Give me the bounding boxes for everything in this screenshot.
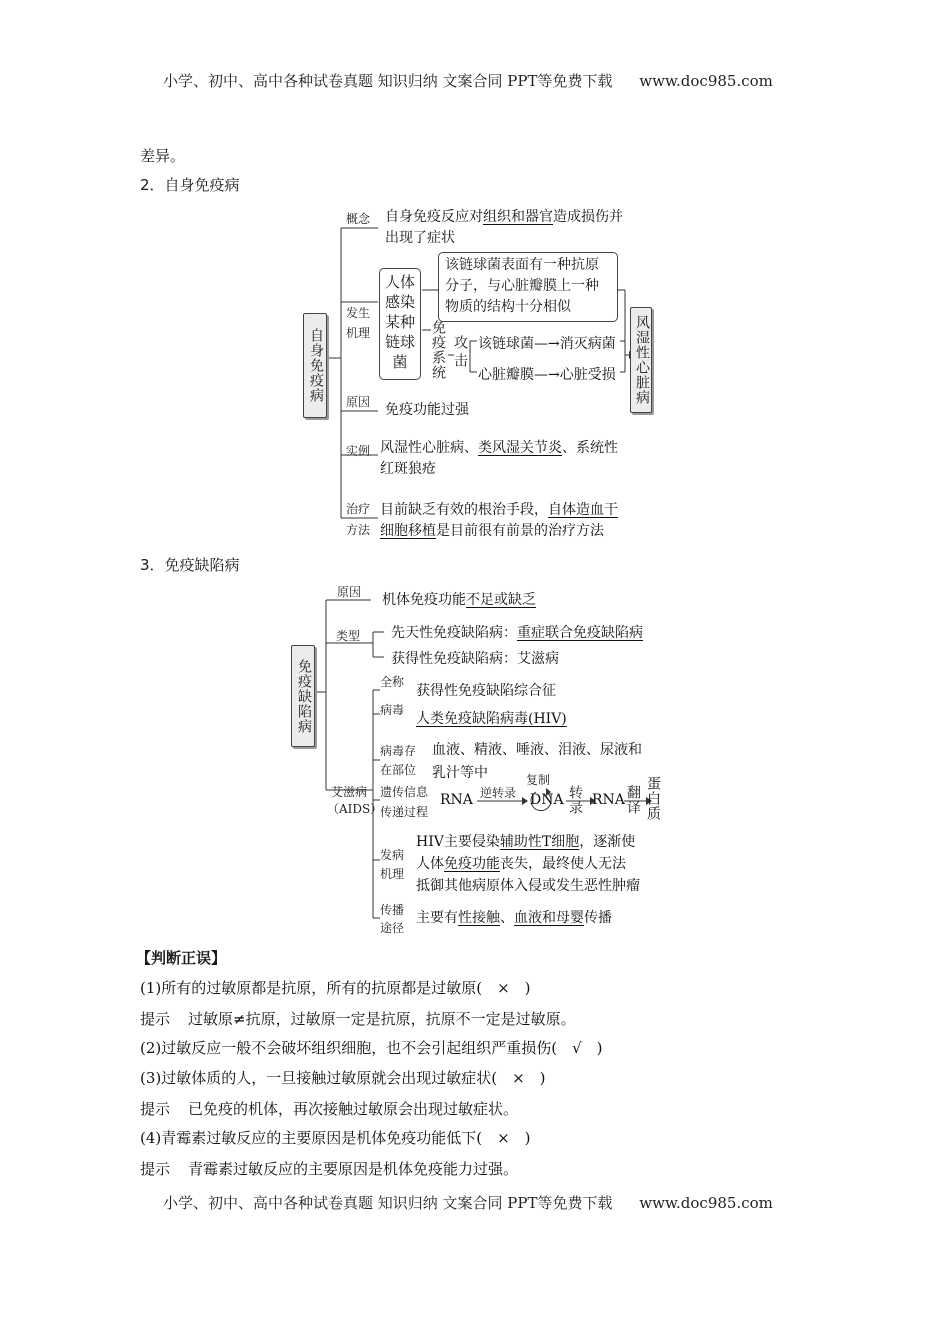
pathogenesis-line3: 抵御其他病原体入侵或发生恶性肿瘤	[416, 878, 640, 894]
s3-type-label: 类型	[336, 629, 361, 643]
judge-hint-1: 提示 过敏原≠抗原，过敏原一定是抗原，抗原不一定是过敏原。	[140, 1010, 576, 1028]
judge-title: 【判断正误】	[136, 949, 227, 967]
s3-cause-label: 原因	[337, 585, 362, 599]
rheumatic-heart-box: 风湿性心脏病	[630, 307, 652, 413]
page-footer	[163, 1192, 773, 1213]
s3-type-acquired: 获得性免疫缺陷病：艾滋病	[391, 651, 559, 667]
section3-root-box: 免疫缺陷病	[291, 645, 315, 747]
genetic-protein: 蛋白质	[645, 776, 661, 821]
antigen-note-box: 该链球菌表面有一种抗原 分子，与心脏瓣膜上一种 物质的结构十分相似	[438, 252, 618, 322]
header-url: www.doc985.com	[639, 72, 773, 90]
attack-text: 攻击	[452, 335, 468, 371]
judge-item-3: (3)过敏体质的人，一旦接触过敏原就会出现过敏症状( × )	[140, 1069, 546, 1087]
genetic-dna: DNA	[530, 792, 564, 808]
section3-title: 3．免疫缺陷病	[140, 556, 240, 574]
treatment-text: 目前缺乏有效的根治手段，自体造血干	[380, 502, 618, 518]
genetic-rna-2: RNA	[592, 792, 625, 808]
attack-row-bacteria: 该链球菌—→消灭病菌	[478, 336, 616, 352]
location-text-line2: 乳汁等中	[432, 765, 488, 781]
mechanism-label-1: 发生	[346, 306, 371, 320]
location-text: 血液、精液、唾液、泪液、尿液和	[432, 742, 642, 758]
treatment-text-line2: 细胞移植是目前很有前景的治疗方法	[380, 523, 604, 539]
immune-system-text: 免疫系统	[430, 320, 446, 380]
genetic-transcription: 转录	[567, 785, 583, 815]
section2-title: 2．自身免疫病	[140, 176, 240, 194]
mechanism-label-2: 机理	[346, 326, 371, 340]
treatment-label-2: 方法	[346, 523, 371, 537]
transmission-text: 主要有性接触、血液和母婴传播	[416, 910, 612, 926]
infect-box: 人体感染某种链球菌	[379, 268, 421, 380]
judge-hint-3: 提示 已免疫的机体，再次接触过敏原会出现过敏症状。	[140, 1100, 519, 1118]
judge-item-2: (2)过敏反应一般不会破坏组织细胞，也不会引起组织严重损伤( √ )	[140, 1039, 603, 1057]
location-label-2: 在部位	[380, 763, 417, 777]
footer-url: www.doc985.com	[639, 1194, 773, 1212]
virus-text: 人类免疫缺陷病毒(HIV)	[416, 711, 567, 727]
judge-item-1: (1)所有的过敏原都是抗原，所有的抗原都是过敏原( × )	[140, 979, 531, 997]
location-label-1: 病毒存	[380, 744, 417, 758]
s3-type-congenital: 先天性免疫缺陷病：重症联合免疫缺陷病	[391, 625, 643, 641]
pathogenesis-line2: 人体免疫功能丧失，最终使人无法	[416, 856, 626, 872]
attack-row-valve: 心脏瓣膜—→心脏受损	[478, 367, 616, 383]
cause-label: 原因	[346, 395, 371, 409]
judge-hint-4: 提示 青霉素过敏反应的主要原因是机体免疫能力过强。	[140, 1160, 519, 1178]
virus-label: 病毒	[380, 703, 405, 717]
genetic-label-2: 传递过程	[380, 805, 429, 819]
genetic-label-1: 遗传信息	[380, 785, 429, 799]
s3-cause-text: 机体免疫功能不足或缺乏	[382, 592, 536, 608]
transmission-label-2: 途径	[380, 921, 405, 935]
example-text: 风湿性心脏病、类风湿关节炎、系统性	[380, 440, 618, 456]
concept-label: 概念	[346, 212, 371, 226]
genetic-reverse-transcription: 逆转录	[480, 786, 517, 800]
example-text-line2: 红斑狼疮	[380, 461, 436, 477]
genetic-translation: 翻译	[625, 785, 641, 815]
cause-text: 免疫功能过强	[385, 402, 469, 418]
genetic-replication: 复制	[526, 773, 551, 787]
pathogenesis-label-1: 发病	[380, 848, 405, 862]
transmission-label-1: 传播	[380, 903, 405, 917]
fullname-label: 全称	[380, 675, 405, 689]
pathogenesis-label-2: 机理	[380, 867, 405, 881]
treatment-label-1: 治疗	[346, 502, 371, 516]
aids-label-2: （AIDS）	[327, 802, 383, 816]
judge-item-4: (4)青霉素过敏反应的主要原因是机体免疫功能低下( × )	[140, 1129, 531, 1147]
fullname-text: 获得性免疫缺陷综合征	[416, 683, 556, 699]
example-label: 实例	[346, 444, 371, 458]
footer-text: 小学、初中、高中各种试卷真题 知识归纳 文案合同 PPT等免费下载	[163, 1194, 613, 1212]
intro-text: 差异。	[140, 147, 186, 165]
genetic-rna-1: RNA	[440, 792, 473, 808]
pathogenesis-line1: HIV主要侵染辅助性T细胞，逐渐使	[416, 834, 636, 850]
concept-text: 自身免疫反应对组织和器官造成损伤并	[385, 209, 623, 225]
aids-label-1: 艾滋病	[331, 785, 368, 799]
header-text: 小学、初中、高中各种试卷真题 知识归纳 文案合同 PPT等免费下载	[163, 72, 613, 90]
concept-text-line2: 出现了症状	[385, 230, 455, 246]
section2-root-box: 自身免疫病	[303, 313, 327, 418]
